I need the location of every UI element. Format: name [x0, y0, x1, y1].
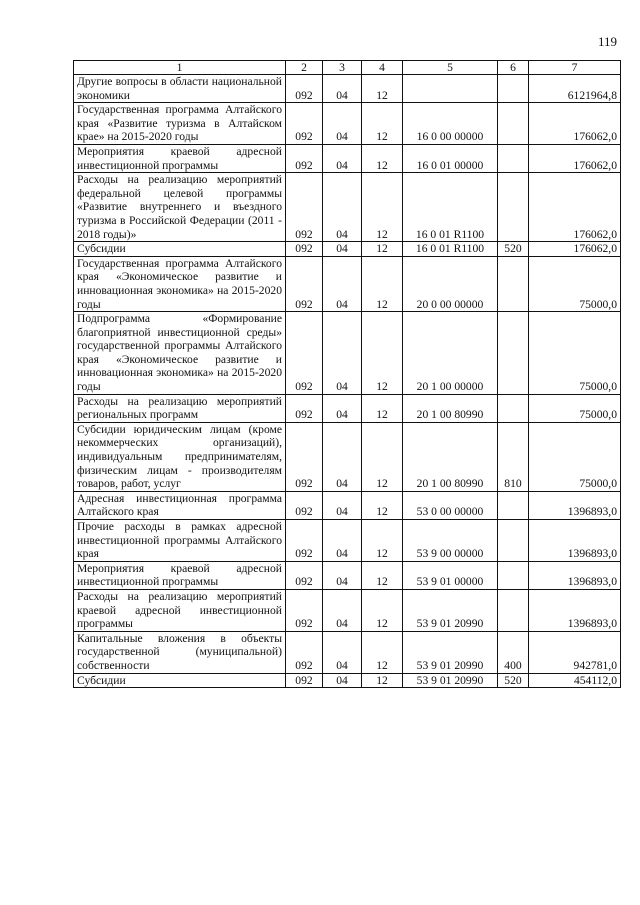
subsection-cell: 12: [362, 256, 403, 311]
amount-cell: 75000,0: [529, 312, 621, 395]
expense-type-cell: 520: [498, 242, 529, 257]
target-article-cell: 53 9 01 00000: [403, 561, 498, 589]
amount-cell: 942781,0: [529, 631, 621, 673]
target-article-cell: 20 1 00 80990: [403, 422, 498, 491]
table-row: [74, 242, 621, 257]
expense-type-cell: [498, 561, 529, 589]
table-row: [74, 103, 621, 145]
description-cell: Субсидии: [74, 673, 286, 688]
subsection-cell: 12: [362, 103, 403, 145]
ministry-code-cell: 092: [286, 491, 323, 519]
subsection-cell: 12: [362, 242, 403, 257]
target-article-cell: 53 0 00 00000: [403, 491, 498, 519]
section-cell: 04: [323, 256, 362, 311]
expense-type-cell: [498, 144, 529, 172]
subsection-cell: 12: [362, 394, 403, 422]
section-cell: 04: [323, 673, 362, 688]
expense-type-cell: [498, 491, 529, 519]
column-header: 5: [403, 61, 498, 75]
section-cell: 04: [323, 422, 362, 491]
subsection-cell: 12: [362, 144, 403, 172]
ministry-code-cell: 092: [286, 394, 323, 422]
amount-cell: 176062,0: [529, 103, 621, 145]
ministry-code-cell: 092: [286, 173, 323, 242]
target-article-cell: 16 0 00 00000: [403, 103, 498, 145]
ministry-code-cell: 092: [286, 561, 323, 589]
subsection-cell: 12: [362, 312, 403, 395]
description-cell: Прочие расходы в рамках адресной инвестиционной программы Алтайского края: [74, 520, 286, 562]
subsection-cell: 12: [362, 631, 403, 673]
column-header: 6: [498, 61, 529, 75]
amount-cell: 1396893,0: [529, 561, 621, 589]
target-article-cell: 16 0 01 R1100: [403, 173, 498, 242]
target-article-cell: 20 0 00 00000: [403, 256, 498, 311]
expense-type-cell: [498, 75, 529, 103]
ministry-code-cell: 092: [286, 242, 323, 257]
subsection-cell: 12: [362, 561, 403, 589]
budget-table: [73, 60, 621, 688]
amount-cell: 176062,0: [529, 144, 621, 172]
description-cell: Государственная программа Алтайского края «Экономическое развитие и инновационная экономика» на 2015-2020 годы: [74, 256, 286, 311]
ministry-code-cell: 092: [286, 520, 323, 562]
description-cell: Другие вопросы в области национальной экономики: [74, 75, 286, 103]
section-cell: 04: [323, 631, 362, 673]
column-header: 4: [362, 61, 403, 75]
expense-type-cell: [498, 589, 529, 631]
expense-type-cell: [498, 520, 529, 562]
section-cell: 04: [323, 242, 362, 257]
ministry-code-cell: 092: [286, 144, 323, 172]
table-row: [74, 173, 621, 242]
ministry-code-cell: 092: [286, 422, 323, 491]
column-header: 2: [286, 61, 323, 75]
subsection-cell: 12: [362, 422, 403, 491]
description-cell: Мероприятия краевой адресной инвестиционной программы: [74, 144, 286, 172]
description-cell: Капитальные вложения в объекты государственной (муниципальной) собственности: [74, 631, 286, 673]
expense-type-cell: 810: [498, 422, 529, 491]
amount-cell: 75000,0: [529, 256, 621, 311]
description-cell: Адресная инвестиционная программа Алтайского края: [74, 491, 286, 519]
expense-type-cell: 400: [498, 631, 529, 673]
column-header: 3: [323, 61, 362, 75]
expense-type-cell: 520: [498, 673, 529, 688]
table-row: [74, 144, 621, 172]
target-article-cell: 53 9 00 00000: [403, 520, 498, 562]
amount-cell: 75000,0: [529, 422, 621, 491]
amount-cell: 75000,0: [529, 394, 621, 422]
description-cell: Субсидии: [74, 242, 286, 257]
description-cell: Подпрограмма «Формирование благоприятной инвестиционной среды» государственной программы Алтайского края «Экономическое развитие и инновационная экономика» на 2015-2020 годы: [74, 312, 286, 395]
table-row: [74, 75, 621, 103]
ministry-code-cell: 092: [286, 631, 323, 673]
target-article-cell: 16 0 01 00000: [403, 144, 498, 172]
table-header-row: [74, 61, 621, 75]
section-cell: 04: [323, 312, 362, 395]
description-cell: Расходы на реализацию мероприятий краевой адресной инвестиционной программы: [74, 589, 286, 631]
section-cell: 04: [323, 561, 362, 589]
expense-type-cell: [498, 103, 529, 145]
section-cell: 04: [323, 173, 362, 242]
ministry-code-cell: 092: [286, 589, 323, 631]
expense-type-cell: [498, 256, 529, 311]
target-article-cell: 53 9 01 20990: [403, 589, 498, 631]
description-cell: Расходы на реализацию мероприятий региональных программ: [74, 394, 286, 422]
description-cell: Расходы на реализацию мероприятий федеральной целевой программы «Развитие внутреннего и въездного туризма в Российской Федерации (2011 - 2018 годы)»: [74, 173, 286, 242]
table-row: [74, 312, 621, 395]
table-row: [74, 394, 621, 422]
target-article-cell: 20 1 00 80990: [403, 394, 498, 422]
ministry-code-cell: 092: [286, 673, 323, 688]
subsection-cell: 12: [362, 491, 403, 519]
section-cell: 04: [323, 589, 362, 631]
section-cell: 04: [323, 144, 362, 172]
section-cell: 04: [323, 75, 362, 103]
subsection-cell: 12: [362, 520, 403, 562]
table-row: [74, 422, 621, 491]
target-article-cell: 20 1 00 00000: [403, 312, 498, 395]
description-cell: Субсидии юридическим лицам (кроме некоммерческих организаций), индивидуальным предпринимателям, физическим лицам - производителям товаров, работ, услуг: [74, 422, 286, 491]
expense-type-cell: [498, 312, 529, 395]
target-article-cell: [403, 75, 498, 103]
expense-type-cell: [498, 394, 529, 422]
table-row: [74, 256, 621, 311]
subsection-cell: 12: [362, 673, 403, 688]
expense-type-cell: [498, 173, 529, 242]
section-cell: 04: [323, 520, 362, 562]
amount-cell: 176062,0: [529, 242, 621, 257]
amount-cell: 176062,0: [529, 173, 621, 242]
amount-cell: 1396893,0: [529, 520, 621, 562]
section-cell: 04: [323, 491, 362, 519]
page-number: 119: [598, 34, 618, 49]
table-row: [74, 589, 621, 631]
ministry-code-cell: 092: [286, 312, 323, 395]
ministry-code-cell: 092: [286, 75, 323, 103]
description-cell: Мероприятия краевой адресной инвестиционной программы: [74, 561, 286, 589]
description-cell: Государственная программа Алтайского края «Развитие туризма в Алтайском крае» на 2015-2020 годы: [74, 103, 286, 145]
target-article-cell: 16 0 01 R1100: [403, 242, 498, 257]
table-row: [74, 520, 621, 562]
subsection-cell: 12: [362, 589, 403, 631]
table-row: [74, 631, 621, 673]
section-cell: 04: [323, 103, 362, 145]
subsection-cell: 12: [362, 75, 403, 103]
amount-cell: 1396893,0: [529, 491, 621, 519]
table-row: [74, 561, 621, 589]
column-header: 1: [74, 61, 286, 75]
amount-cell: 454112,0: [529, 673, 621, 688]
table-row: [74, 491, 621, 519]
table-body: [74, 75, 621, 688]
target-article-cell: 53 9 01 20990: [403, 673, 498, 688]
column-header: 7: [529, 61, 621, 75]
subsection-cell: 12: [362, 173, 403, 242]
amount-cell: 1396893,0: [529, 589, 621, 631]
table-row: [74, 673, 621, 688]
ministry-code-cell: 092: [286, 103, 323, 145]
ministry-code-cell: 092: [286, 256, 323, 311]
section-cell: 04: [323, 394, 362, 422]
amount-cell: 6121964,8: [529, 75, 621, 103]
target-article-cell: 53 9 01 20990: [403, 631, 498, 673]
